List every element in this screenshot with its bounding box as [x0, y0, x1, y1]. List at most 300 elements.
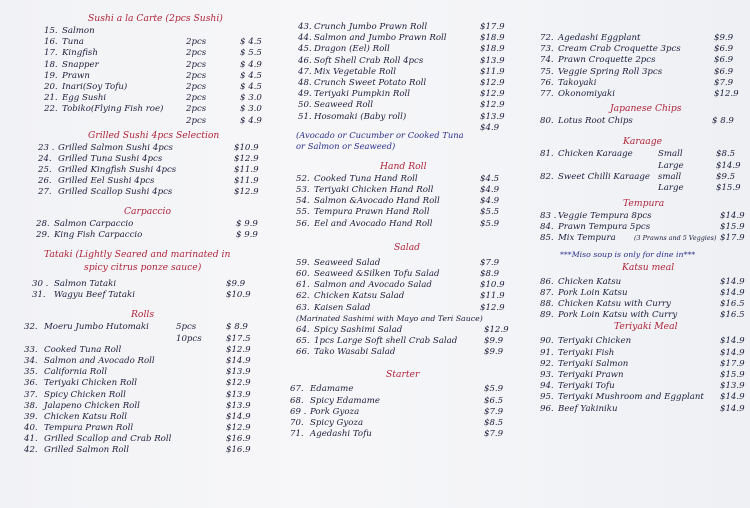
menu-item	[530, 277, 750, 288]
menu-item	[290, 407, 510, 418]
item-qty: 5pcs	[176, 322, 197, 333]
item-price: $ 4.5	[240, 81, 262, 92]
item-number: 45.	[298, 44, 312, 55]
item-name: Salmon and Jumbo Prawn Roll	[314, 33, 447, 44]
item-price: $14.9	[226, 355, 251, 366]
item-number: 69 .	[290, 406, 307, 417]
item-name: Veggie Spring Roll 3pcs	[558, 66, 663, 77]
menu-item	[0, 401, 270, 412]
item-price: $ 9.9	[236, 229, 258, 240]
item-name: Teriyaki Mushroom and Eggplant	[558, 392, 704, 403]
item-name: Tako Wasabi Salad	[314, 347, 396, 358]
item-number: 92.	[540, 358, 554, 369]
item-qty: 2pcs	[186, 81, 207, 92]
item-price: $7.9	[484, 406, 504, 417]
item-name: Teriyaki Chicken Hand Roll	[314, 185, 434, 196]
item-price: $9.9	[226, 279, 246, 289]
item-price: $13.9	[226, 400, 251, 411]
section-title-karaage	[530, 136, 750, 149]
menu-item	[0, 434, 270, 445]
item-name: Agedashi Tofu	[310, 429, 372, 440]
menu-item	[530, 381, 750, 392]
item-name: Cream Crab Croquette 3pcs	[558, 44, 681, 55]
section-title-sushi	[0, 13, 270, 26]
item-name: Spicy Edamame	[310, 395, 380, 406]
item-price: $11.9	[234, 176, 259, 187]
item-price: $16.5	[720, 299, 745, 309]
item-price: $14.9	[720, 276, 745, 287]
item-size: Large	[658, 182, 684, 193]
item-price: $7.9	[484, 429, 504, 440]
note-text: ***Miso soup is only for dine in***	[560, 249, 696, 259]
item-detail: (3 Prawns and 5 Veggies)	[634, 234, 717, 243]
item-size: small	[658, 171, 682, 182]
item-price: $14.9	[720, 336, 745, 347]
item-number: 18.	[44, 59, 58, 70]
item-number: 15.	[44, 26, 58, 36]
note-text: (Avocado or Cucumber or Cooked Tuna	[296, 129, 464, 140]
item-number: 74.	[540, 55, 554, 66]
menu-item	[290, 78, 510, 89]
item-size: Large	[658, 160, 684, 171]
menu-item	[530, 33, 750, 44]
item-qty: 2pcs	[186, 37, 207, 48]
item-price: $17.9	[480, 22, 505, 32]
item-name: Wagyu Beef Tataki	[54, 290, 135, 301]
starter-list-2	[530, 33, 750, 100]
menu-item	[0, 187, 270, 198]
menu-item	[290, 174, 510, 185]
item-name: King Fish Carpaccio	[54, 229, 143, 240]
section-title-text: Carpaccio	[124, 205, 172, 217]
item-number: 94.	[540, 381, 554, 392]
menu-item	[0, 322, 270, 333]
item-number: 43.	[298, 22, 312, 32]
item-number: 72.	[540, 33, 554, 43]
item-price: $14.9	[226, 411, 251, 422]
item-name: Snapper	[62, 59, 99, 70]
item-price: $7.9	[480, 257, 500, 268]
item-name: Egg Sushi	[62, 93, 107, 104]
item-qty: 2pcs	[186, 115, 207, 126]
menu-item	[530, 89, 750, 100]
item-price: $11.9	[234, 165, 259, 176]
menu-item	[530, 67, 750, 78]
item-number: 36.	[24, 378, 38, 389]
menu-item	[0, 345, 270, 356]
item-number: 60.	[296, 269, 310, 279]
item-name: Kaisen Salad	[314, 302, 371, 313]
item-number: 48.	[298, 77, 312, 88]
menu-item	[0, 93, 270, 104]
item-number: 26.	[38, 176, 52, 187]
item-number: 39.	[24, 411, 38, 422]
item-price: $4.9	[480, 122, 500, 133]
item-name: Cooked Tuna Roll	[44, 344, 122, 355]
item-name: Dragon (Eel) Roll	[314, 44, 390, 55]
section-title-tataki-sub	[0, 262, 270, 275]
item-name: Spicy Gyoza	[310, 417, 364, 428]
menu-item	[0, 26, 270, 37]
menu-item	[290, 384, 510, 395]
item-number: 66.	[296, 347, 310, 358]
item-name: Teriyaki Fish	[558, 347, 615, 358]
item-number: 33.	[24, 344, 38, 355]
menu-item	[530, 161, 750, 172]
grilled-list	[0, 143, 270, 199]
item-price: $ 9.9	[236, 218, 258, 229]
item-number: 89.	[540, 310, 554, 321]
note-text: or Salmon or Seaweed)	[296, 140, 396, 151]
teriyaki-list	[530, 336, 750, 414]
section-title-carpaccio	[0, 206, 270, 219]
item-price: $5.9	[480, 218, 500, 229]
item-number: 93.	[540, 369, 554, 380]
menu-item	[290, 67, 510, 78]
item-name: Teriyaki Tofu	[558, 381, 615, 392]
section-title-text: Teriyaki Meal	[614, 321, 678, 333]
item-number: 50.	[298, 100, 312, 111]
item-price: $13.9	[480, 55, 505, 66]
item-price: $10.9	[480, 280, 505, 291]
item-name: Salmon	[62, 26, 95, 36]
menu-item	[0, 116, 270, 127]
item-price: $14.9	[720, 287, 745, 298]
menu-item	[530, 288, 750, 299]
tataki-list	[0, 279, 270, 301]
item-number: 63.	[296, 302, 310, 313]
item-name: Chicken Karaage	[558, 149, 633, 160]
item-price: $ 4.9	[240, 59, 262, 70]
item-name: Jalapeno Chicken Roll	[44, 400, 140, 411]
menu-item	[0, 445, 270, 456]
item-number: 34.	[24, 355, 38, 366]
item-number: 40.	[24, 423, 38, 434]
item-number: 55.	[296, 207, 310, 218]
item-name: Teriyaki Chicken	[558, 336, 632, 347]
item-size: Small	[658, 149, 683, 160]
menu-item	[0, 143, 270, 154]
item-number: 85.	[540, 233, 554, 244]
item-name: Prawn Tempura 5pcs	[558, 222, 651, 233]
item-number: 49.	[298, 89, 312, 100]
item-name: Hosomaki (Baby roll)	[314, 111, 407, 122]
item-number: 46.	[298, 55, 312, 66]
item-price: $6.9	[714, 44, 734, 55]
item-number: 37.	[24, 389, 38, 400]
item-price: $12.9	[226, 378, 251, 389]
item-name: Agedashi Eggplant	[558, 33, 641, 43]
menu-item	[290, 418, 510, 429]
item-price: $9.9	[484, 347, 504, 358]
menu-item	[530, 222, 750, 233]
menu-item	[290, 258, 510, 269]
item-number: 95.	[540, 392, 554, 403]
katsu-list	[530, 277, 750, 322]
item-price: $18.9	[480, 33, 505, 44]
item-name: Soft Shell Crab Roll 4pcs	[314, 55, 424, 66]
menu-item	[290, 336, 510, 347]
item-name: Teriyaki Prawn	[558, 369, 624, 380]
item-price: $12.9	[226, 344, 251, 355]
item-number: 61.	[296, 280, 310, 291]
item-price: $18.9	[480, 44, 505, 55]
item-price: $ 8.9	[226, 322, 248, 333]
menu-item	[530, 310, 750, 321]
section-title-tataki	[0, 249, 270, 262]
item-price: $ 4.5	[240, 37, 262, 48]
item-name: Salmon &Avocado Hand Roll	[314, 196, 440, 207]
menu-item	[290, 396, 510, 407]
section-title-teriyaki	[530, 321, 750, 334]
item-name: Edamame	[310, 384, 354, 395]
item-price: $ 4.9	[240, 115, 262, 126]
item-name: Prawn	[62, 70, 90, 81]
menu-item	[530, 183, 750, 194]
item-number: 90.	[540, 336, 554, 347]
item-number: 56.	[296, 218, 310, 229]
item-name: Salmon Carpaccio	[54, 218, 134, 229]
menu-item	[0, 334, 270, 345]
salad-list	[290, 258, 510, 314]
menu-item	[290, 33, 510, 44]
item-price: $7.9	[714, 77, 734, 88]
item-price: $8.9	[480, 269, 500, 279]
menu-item	[290, 56, 510, 67]
item-name: Inari(Soy Tofu)	[62, 81, 128, 92]
section-title-text: Starter	[386, 369, 420, 381]
item-name: Teriyaki Chicken Roll	[44, 378, 138, 389]
menu-item	[530, 149, 750, 160]
item-number: 41.	[24, 434, 38, 445]
item-number: 75.	[540, 66, 554, 77]
item-name: Beef Yakiniku	[558, 403, 618, 414]
item-price: $12.9	[480, 89, 505, 100]
menu-item	[290, 185, 510, 196]
menu-item	[0, 71, 270, 82]
item-name: Chicken Katsu Salad	[314, 291, 405, 302]
item-price: $4.5	[480, 173, 500, 184]
item-number: 24.	[38, 153, 52, 164]
section-title-text: Salad	[394, 241, 421, 253]
item-price: $6.5	[484, 395, 504, 406]
menu-item	[290, 22, 510, 33]
item-number: 68.	[290, 395, 304, 406]
item-number: 35.	[24, 367, 38, 378]
section-title-text: Japanese Chips	[610, 103, 682, 115]
hosomaki-note	[290, 130, 510, 141]
chips-list	[530, 116, 750, 127]
item-price: $12.9	[480, 302, 505, 313]
item-price: $12.9	[714, 88, 739, 99]
item-number: 64.	[296, 324, 310, 335]
item-price: $6.9	[714, 66, 734, 77]
menu-item	[530, 348, 750, 359]
item-price: $12.9	[484, 324, 509, 335]
item-price: $12.9	[234, 187, 259, 198]
item-name: Chicken Katsu	[558, 276, 622, 287]
item-price: $17.9	[720, 358, 745, 369]
menu-item	[290, 269, 510, 280]
item-number: 76.	[540, 77, 554, 88]
section-title-japanese-chips	[530, 103, 750, 116]
item-number: 16.	[44, 37, 58, 48]
item-number: 19.	[44, 70, 58, 81]
item-number: 20.	[44, 81, 58, 92]
section-title-text: Tempura	[623, 198, 665, 210]
menu-item	[0, 154, 270, 165]
menu-item	[530, 359, 750, 370]
item-name: Spicy Sashimi Salad	[314, 324, 403, 335]
menu-item	[290, 207, 510, 218]
item-name: Prawn Croquette 2pcs	[558, 55, 656, 66]
item-name: Veggie Tempura 8pcs	[558, 211, 652, 222]
item-number: 52.	[296, 173, 310, 184]
section-title-text: Tataki (Lightly Seared and marinated in	[44, 249, 231, 260]
menu-item	[0, 378, 270, 389]
item-qty: 2pcs	[186, 93, 207, 104]
item-price: $10.9	[226, 290, 251, 301]
item-number: 27.	[38, 187, 52, 198]
item-number: 29.	[36, 229, 50, 240]
item-name: Tempura Prawn Roll	[44, 423, 134, 434]
item-price: $12.9	[226, 423, 251, 434]
item-number: 88.	[540, 299, 554, 309]
item-name: Sweet Chilli Karaage	[558, 171, 650, 182]
item-name: Cooked Tuna Hand Roll	[314, 173, 418, 184]
item-price: $5.5	[480, 207, 500, 218]
item-name: Takoyaki	[558, 77, 597, 88]
item-price: $17.5	[226, 333, 251, 344]
item-number: 87.	[540, 287, 554, 298]
item-name: Salmon and Avocado Salad	[314, 280, 432, 291]
section-title-text: Hand Roll	[380, 160, 427, 172]
item-price: $ 3.0	[240, 104, 262, 115]
menu-item	[0, 60, 270, 71]
kaisen-note	[290, 314, 510, 325]
item-number: 23 .	[38, 142, 55, 153]
item-number: 83 .	[540, 211, 557, 222]
item-name: Grilled Salmon Roll	[44, 445, 130, 456]
item-number: 62.	[296, 291, 310, 302]
item-price: $5.9	[484, 384, 504, 395]
item-price: $9.9	[714, 33, 734, 43]
item-number: 81.	[540, 149, 554, 160]
item-number: 91.	[540, 347, 554, 358]
item-price: $11.9	[480, 291, 505, 302]
item-number: 28.	[36, 218, 50, 229]
item-name: Grilled Scallop and Crab Roll	[44, 434, 172, 445]
item-number: 47.	[298, 66, 312, 77]
menu-item	[530, 392, 750, 403]
menu-item	[530, 172, 750, 183]
menu-column-middle	[290, 0, 510, 440]
menu-column-right	[530, 0, 750, 415]
item-number: 38.	[24, 400, 38, 411]
item-price: $14.9	[720, 347, 745, 358]
menu-item	[290, 429, 510, 440]
menu-item	[530, 233, 750, 244]
menu-item	[0, 412, 270, 423]
item-number: 77.	[540, 88, 554, 99]
menu-item	[290, 196, 510, 207]
item-qty: 10pcs	[176, 333, 202, 344]
item-name: Tobiko(Flying Fish roe)	[62, 104, 164, 115]
item-number: 73.	[540, 44, 554, 55]
karaage-list	[530, 149, 750, 194]
item-number: 51.	[298, 111, 312, 122]
menu-column-left	[0, 0, 270, 457]
miso-note	[530, 250, 750, 262]
menu-item	[290, 303, 510, 314]
item-price: $13.9	[720, 381, 745, 392]
rolls-list-2	[290, 22, 510, 123]
item-number: 54.	[296, 196, 310, 207]
section-title-text: Grilled Sushi 4pcs Selection	[88, 129, 220, 141]
hosomaki-note-2	[290, 141, 510, 152]
item-number: 42.	[24, 445, 38, 456]
item-name: Teriyaki Pumpkin Roll	[314, 89, 411, 100]
menu-item	[290, 219, 510, 230]
item-name: Seaweed Salad	[314, 257, 381, 268]
item-name: Grilled Eel Sushi 4pcs	[58, 176, 155, 187]
item-name: Grilled Salmon Sushi 4pcs	[58, 142, 173, 153]
item-name: Crunch Sweet Potato Roll	[314, 77, 427, 88]
item-name: Grilled Tuna Sushi 4pcs	[58, 153, 163, 164]
menu-item	[0, 356, 270, 367]
item-price: $14.9	[720, 211, 745, 222]
menu-item	[0, 230, 270, 241]
section-title-text: Rolls	[131, 309, 155, 321]
item-name: Mix Vegetable Roll	[314, 66, 397, 77]
item-name: Chicken Katsu Roll	[44, 411, 128, 422]
item-price: $14.9	[720, 392, 745, 403]
note-text: (Marinated Sashimi with Mayo and Teri Sauce)	[296, 313, 483, 323]
item-name: Pork Gyoza	[310, 406, 360, 417]
item-number: 31.	[32, 290, 46, 301]
item-price: $ 4.5	[240, 70, 262, 81]
item-price: $13.9	[226, 367, 251, 378]
item-number: 80.	[540, 116, 554, 127]
item-price: $8.5	[484, 417, 504, 428]
item-name: Chicken Katsu with Curry	[558, 299, 671, 309]
section-title-tempura	[530, 198, 750, 211]
menu-item	[0, 165, 270, 176]
item-qty: 2pcs	[186, 59, 207, 70]
item-name: Tempura Prawn Hand Roll	[314, 207, 430, 218]
menu-item	[530, 370, 750, 381]
item-price: $16.9	[226, 445, 251, 456]
item-price: $14.9	[720, 403, 745, 414]
menu-item	[290, 280, 510, 291]
item-number: 84.	[540, 222, 554, 233]
item-number: 25.	[38, 165, 52, 176]
menu-item	[0, 390, 270, 401]
section-title-hand-roll	[290, 161, 510, 174]
item-number: 71.	[290, 429, 304, 440]
item-name: Salmon and Avocado Roll	[44, 355, 155, 366]
menu-item	[0, 82, 270, 93]
tempura-list	[530, 211, 750, 245]
rolls-list	[0, 322, 270, 456]
section-title-starter	[290, 369, 510, 382]
menu-item	[530, 55, 750, 66]
item-price: $15.9	[720, 222, 745, 233]
item-name: Pork Loin Katsu	[558, 287, 628, 298]
section-title-text: Sushi a la Carte (2pcs Sushi)	[88, 13, 223, 24]
salad-list-2	[290, 325, 510, 359]
item-number: 30 .	[32, 279, 49, 289]
